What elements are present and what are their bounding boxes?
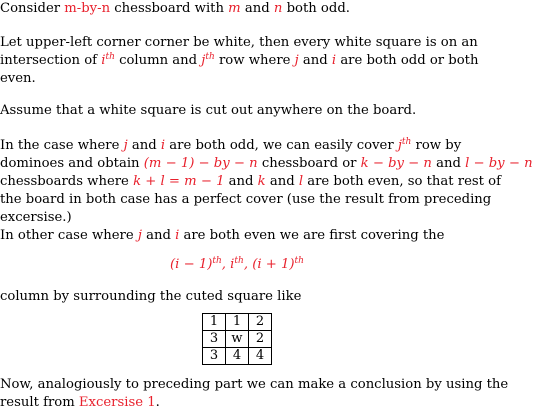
- math-n: n: [273, 1, 283, 16]
- math-k-by-n: k − by − n: [360, 156, 432, 171]
- p6-line-2: [0, 394, 508, 412]
- math-i-minus-1: (i − 1): [170, 257, 213, 272]
- math-th-sup: th: [401, 137, 412, 147]
- grid-cell: 1: [226, 314, 249, 331]
- math-th-sup: th: [105, 52, 115, 62]
- math-i: , i: [221, 257, 235, 272]
- math-i: i: [331, 53, 337, 68]
- math-th-sup: th: [212, 256, 222, 266]
- p6-text: .: [155, 395, 160, 410]
- grid-cell-white-cut: w: [226, 331, 249, 348]
- excersise-1-link[interactable]: Excersise 1: [78, 395, 156, 410]
- p4-text: chessboard or: [257, 156, 361, 171]
- p4-text: In other case where: [0, 228, 138, 243]
- math-j: j: [137, 228, 142, 243]
- p4-text: and: [431, 156, 466, 171]
- math-m-by-n: m-by-n: [64, 1, 111, 16]
- p4-line-4: the board in both case has a perfect cover (use the result from preceding: [0, 192, 492, 207]
- math-i: i: [101, 53, 106, 68]
- grid-cell: 2: [249, 331, 272, 348]
- domino-grid: [0, 313, 474, 365]
- intro-text-4: both odd.: [282, 1, 350, 16]
- paragraph-conclusion: [0, 376, 508, 412]
- display-math-columns: [0, 256, 474, 274]
- p2-text: and: [298, 53, 332, 68]
- math-l: l: [298, 174, 304, 189]
- grid-cell: 3: [203, 331, 226, 348]
- p4-text: are both even, so that rest of: [303, 174, 501, 189]
- grid-row: [203, 348, 272, 365]
- p2-line-3: even.: [0, 71, 36, 86]
- math-k: k: [257, 174, 266, 189]
- intro-text-1: Consider: [0, 1, 65, 16]
- paragraph-intro: [0, 0, 350, 18]
- p4-text: and: [265, 174, 299, 189]
- math-i: i: [160, 138, 166, 153]
- p4-text: and: [224, 174, 258, 189]
- p4-text: In the case where: [0, 138, 124, 153]
- p4-text: are both even we are first covering the: [179, 228, 445, 243]
- paragraph-surrounding: column by surrounding the cuted square like: [0, 289, 302, 304]
- p4-line-5: excersise.): [0, 210, 72, 225]
- p2-line-2: [0, 52, 478, 70]
- grid-cell: 4: [226, 348, 249, 365]
- intro-text-2: chessboard with: [110, 1, 229, 16]
- p4-line-1: [0, 137, 533, 155]
- p2-text: intersection of: [0, 53, 102, 68]
- p2-text: column and: [114, 53, 202, 68]
- domino-table: [202, 313, 272, 365]
- p4-text: and: [127, 138, 161, 153]
- math-m: m: [228, 1, 241, 16]
- p4-line-2: [0, 155, 533, 173]
- math-i-plus-1: , (i + 1): [243, 257, 295, 272]
- math-th-sup: th: [294, 256, 304, 266]
- p4-line-3: [0, 173, 533, 191]
- math-j: j: [294, 53, 299, 68]
- math-k-plus-l: k + l = m − 1: [133, 174, 225, 189]
- grid-cell: 2: [249, 314, 272, 331]
- p4-text: chessboards where: [0, 174, 134, 189]
- p6-text: result from: [0, 395, 79, 410]
- p4-text: and: [141, 228, 176, 243]
- math-i: i: [175, 228, 180, 243]
- p2-line-1: Let upper-left corner corner be white, then every white square is on an: [0, 35, 478, 50]
- grid-row: [203, 331, 272, 348]
- p2-text: are both odd or both: [336, 53, 479, 68]
- grid-cell: 3: [203, 348, 226, 365]
- intro-text-3: and: [240, 1, 274, 16]
- p2-text: row where: [214, 53, 295, 68]
- grid-cell: 1: [203, 314, 226, 331]
- math-l-by-n: l − by − n: [465, 156, 533, 171]
- p4-text: are both odd, we can easily cover: [165, 138, 398, 153]
- paragraph-cases: [0, 137, 533, 245]
- grid-cell: 4: [249, 348, 272, 365]
- p4-line-6: [0, 227, 533, 245]
- p4-text: row by: [411, 138, 462, 153]
- math-m-minus-1-by-n: (m − 1) − by − n: [143, 156, 258, 171]
- paragraph-assume: Assume that a white square is cut out anywhere on the board.: [0, 103, 417, 118]
- paragraph-white-squares: [0, 34, 478, 88]
- grid-row: [203, 314, 272, 331]
- math-j: j: [123, 138, 128, 153]
- p6-line-1: Now, analogiously to preceding part we can make a conclusion by using the: [0, 377, 509, 392]
- p4-text: dominoes and obtain: [0, 156, 144, 171]
- math-th-sup: th: [205, 52, 215, 62]
- math-th-sup: th: [234, 256, 244, 266]
- math-j: j: [201, 53, 206, 68]
- math-j: j: [397, 138, 402, 153]
